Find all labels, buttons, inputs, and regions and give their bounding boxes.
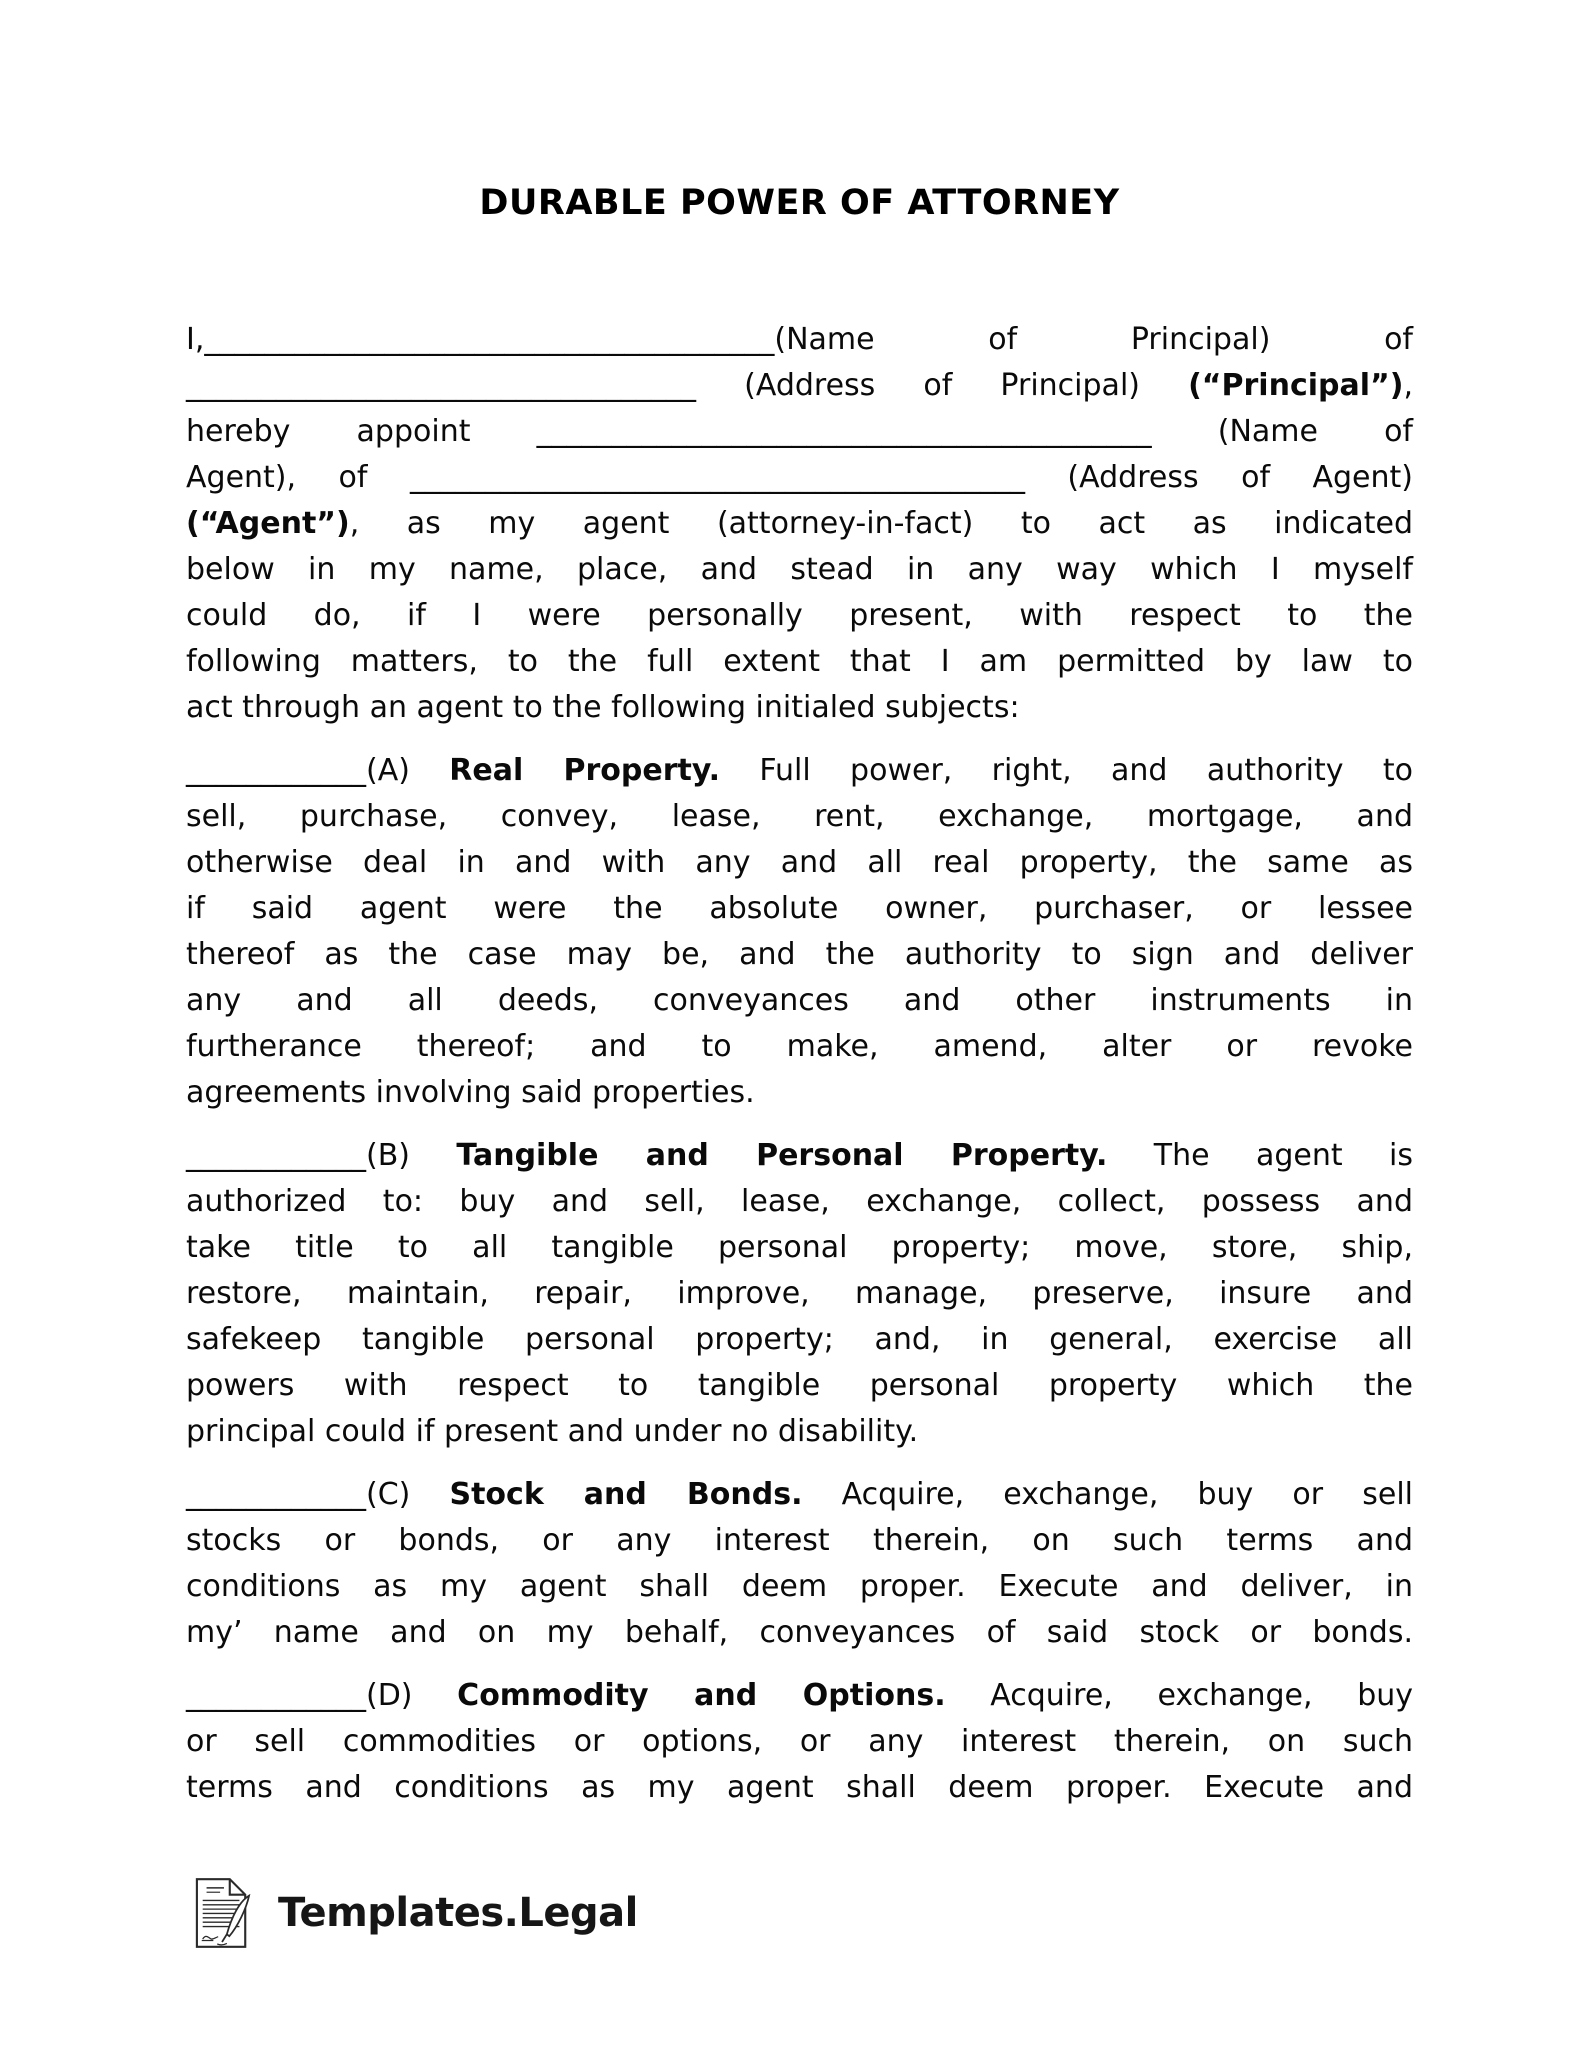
fill-in-blank[interactable]: ____________ — [186, 1477, 366, 1512]
text-segment: Real Property. — [449, 753, 721, 788]
paragraph-intro — [186, 317, 1413, 731]
document-line — [186, 1409, 1413, 1455]
document-body — [186, 317, 1413, 1811]
text-segment: I, — [186, 322, 205, 357]
document-line — [186, 639, 1413, 685]
text-segment: below in my name, place, and stead in any way which I myself — [186, 552, 1413, 587]
document-line — [186, 409, 1413, 455]
document-line — [186, 1765, 1413, 1811]
paragraph-stock-and-bonds — [186, 1472, 1413, 1656]
document-line — [186, 501, 1413, 547]
text-segment: or sell commodities or options, or any interest therein, on such — [186, 1724, 1413, 1759]
text-segment: restore, maintain, repair, improve, manage, preserve, insure and — [186, 1276, 1413, 1311]
text-segment: , — [1403, 368, 1413, 403]
text-segment: stocks or bonds, or any interest therein, on such terms and — [186, 1523, 1413, 1558]
paragraph-real-property — [186, 748, 1413, 1116]
document-line — [186, 932, 1413, 978]
document-line — [186, 1673, 1413, 1719]
text-segment: The agent is — [1107, 1138, 1413, 1173]
text-segment: safekeep tangible personal property; and, in general, exercise all — [186, 1322, 1413, 1357]
text-segment: following matters, to the full extent that I am permitted by law to — [186, 644, 1413, 679]
text-segment: (“Agent”) — [186, 506, 350, 541]
document-line — [186, 1518, 1413, 1564]
text-segment: powers with respect to tangible personal property which the — [186, 1368, 1413, 1403]
document-line — [186, 840, 1413, 886]
fill-in-blank[interactable]: ____________ — [186, 1138, 366, 1173]
text-segment: hereby appoint — [186, 414, 537, 449]
document-line — [186, 685, 1413, 731]
text-segment: (B) — [366, 1138, 457, 1173]
document-line — [186, 1610, 1413, 1656]
text-segment: act through an agent to the following initialed subjects: — [186, 690, 1020, 725]
text-segment: take title to all tangible personal property; move, store, ship, — [186, 1230, 1413, 1265]
document-with-quill-icon — [194, 1876, 252, 1950]
text-segment: otherwise deal in and with any and all real property, the same as — [186, 845, 1413, 880]
document-line — [186, 1179, 1413, 1225]
text-segment: (Name of — [1151, 414, 1413, 449]
document-line — [186, 1564, 1413, 1610]
footer-brand — [194, 1876, 638, 1950]
text-segment: principal could if present and under no disability. — [186, 1414, 919, 1449]
document-line — [186, 1133, 1413, 1179]
text-segment: my’ name and on my behalf, conveyances of said stock or bonds. — [186, 1615, 1413, 1650]
text-segment: (C) — [366, 1477, 450, 1512]
document-line — [186, 593, 1413, 639]
page-content — [186, 0, 1413, 1811]
document-line — [186, 748, 1413, 794]
document-line — [186, 1225, 1413, 1271]
document-line — [186, 1317, 1413, 1363]
text-segment: (Address of Principal) — [696, 368, 1189, 403]
text-segment: (D) — [366, 1678, 458, 1713]
document-line — [186, 1363, 1413, 1409]
text-segment: Stock and Bonds. — [449, 1477, 803, 1512]
text-segment: Acquire, exchange, buy — [945, 1678, 1414, 1713]
text-segment: if said agent were the absolute owner, purchaser, or lessee — [186, 891, 1413, 926]
paragraph-commodity-and-options — [186, 1673, 1413, 1811]
text-segment: , as my agent (attorney-in-fact) to act as indicated — [349, 506, 1413, 541]
text-segment: Agent), of — [186, 460, 410, 495]
text-segment: furtherance thereof; and to make, amend, alter or revoke — [186, 1029, 1413, 1064]
text-segment: conditions as my agent shall deem proper. Execute and deliver, in — [186, 1569, 1413, 1604]
brand-name: Templates.Legal — [278, 1890, 638, 1936]
text-segment: terms and conditions as my agent shall deem proper. Execute and — [186, 1770, 1413, 1805]
text-segment: could do, if I were personally present, with respect to the — [186, 598, 1413, 633]
text-segment: Tangible and Personal Property. — [456, 1138, 1108, 1173]
document-line — [186, 363, 1413, 409]
text-segment: thereof as the case may be, and the authority to sign and deliver — [186, 937, 1413, 972]
document-line — [186, 547, 1413, 593]
text-segment: Acquire, exchange, buy or sell — [802, 1477, 1413, 1512]
text-segment: any and all deeds, conveyances and other instruments in — [186, 983, 1413, 1018]
document-line — [186, 455, 1413, 501]
text-segment: Commodity and Options. — [457, 1678, 946, 1713]
document-line — [186, 1024, 1413, 1070]
document-line — [186, 1719, 1413, 1765]
fill-in-blank[interactable]: _________________________________________ — [536, 414, 1152, 449]
text-segment: Full power, right, and authority to — [720, 753, 1413, 788]
document-line — [186, 1271, 1413, 1317]
document-line — [186, 317, 1413, 363]
text-segment: agreements involving said properties. — [186, 1075, 755, 1110]
paragraph-tangible-and-personal-property — [186, 1133, 1413, 1455]
text-segment: sell, purchase, convey, lease, rent, exchange, mortgage, and — [186, 799, 1413, 834]
fill-in-blank[interactable]: ____________ — [186, 1678, 366, 1713]
text-segment: (A) — [366, 753, 450, 788]
document-line — [186, 1472, 1413, 1518]
fill-in-blank[interactable]: _________________________________________ — [409, 460, 1025, 495]
document-line — [186, 978, 1413, 1024]
document-title: DURABLE POWER OF ATTORNEY — [479, 183, 1120, 223]
document-line — [186, 1070, 1413, 1116]
fill-in-blank[interactable]: ______________________________________ — [204, 322, 775, 357]
text-segment: (Address of Agent) — [1024, 460, 1413, 495]
text-segment: authorized to: buy and sell, lease, exchange, collect, possess and — [186, 1184, 1413, 1219]
document-line — [186, 794, 1413, 840]
text-segment: (Name of Principal) of — [774, 322, 1413, 357]
fill-in-blank[interactable]: ____________ — [186, 753, 366, 788]
fill-in-blank[interactable]: __________________________________ — [186, 368, 696, 403]
text-segment: (“Principal”) — [1188, 368, 1404, 403]
document-line — [186, 886, 1413, 932]
